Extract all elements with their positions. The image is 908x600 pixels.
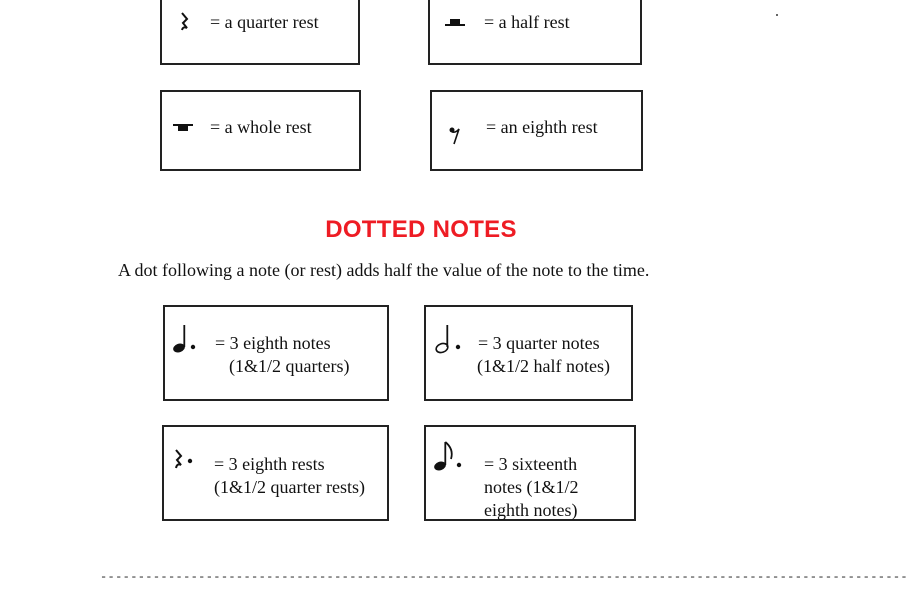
quarter-rest-icon: [178, 12, 192, 34]
dotted-eighth-line2: notes (1&1/2: [484, 477, 579, 497]
dotted-eighth-line3: eighth notes): [484, 500, 578, 520]
dotted-half-note-icon: [434, 323, 466, 357]
dotted-quarter-rest-icon: [172, 449, 200, 471]
half-rest-box: [428, 0, 642, 65]
dotted-quarter-rest-line2: (1&1/2 quarter rests): [214, 477, 365, 497]
dotted-half-note-box: [424, 305, 633, 401]
dotted-eighth-line1: = 3 sixteenth: [484, 454, 578, 474]
dotted-eighth-note-box: [424, 425, 636, 521]
scan-speck: [776, 14, 778, 16]
quarter-rest-box: [160, 0, 360, 65]
half-rest-label: = a half rest: [484, 12, 570, 32]
dotted-eighth-note-icon: [432, 439, 466, 475]
eighth-rest-icon: [448, 126, 462, 146]
dotted-half-line2: (1&1/2 half notes): [477, 356, 610, 376]
dotted-half-line1: = 3 quarter notes: [478, 333, 600, 353]
section-heading: DOTTED NOTES: [325, 216, 517, 243]
dotted-quarter-rest-line1: = 3 eighth rests: [214, 454, 325, 474]
eighth-rest-label: = an eighth rest: [486, 117, 598, 137]
dotted-quarter-note-icon: [171, 323, 201, 357]
whole-rest-icon: [172, 122, 194, 136]
eighth-rest-box: [430, 90, 643, 171]
dotted-quarter-line2: (1&1/2 quarters): [229, 356, 350, 376]
dotted-quarter-rest-box: [162, 425, 389, 521]
whole-rest-label: = a whole rest: [210, 117, 312, 137]
dashed-divider: -----------------------------------------------------------------------------------------------------------: [100, 570, 908, 584]
intro-text: A dot following a note (or rest) adds half the value of the note to the time.: [118, 260, 650, 280]
whole-rest-box: [160, 90, 361, 171]
quarter-rest-label: = a quarter rest: [210, 12, 319, 32]
half-rest-icon: [444, 16, 466, 30]
dotted-quarter-line1: = 3 eighth notes: [215, 333, 331, 353]
dotted-quarter-note-box: [163, 305, 389, 401]
